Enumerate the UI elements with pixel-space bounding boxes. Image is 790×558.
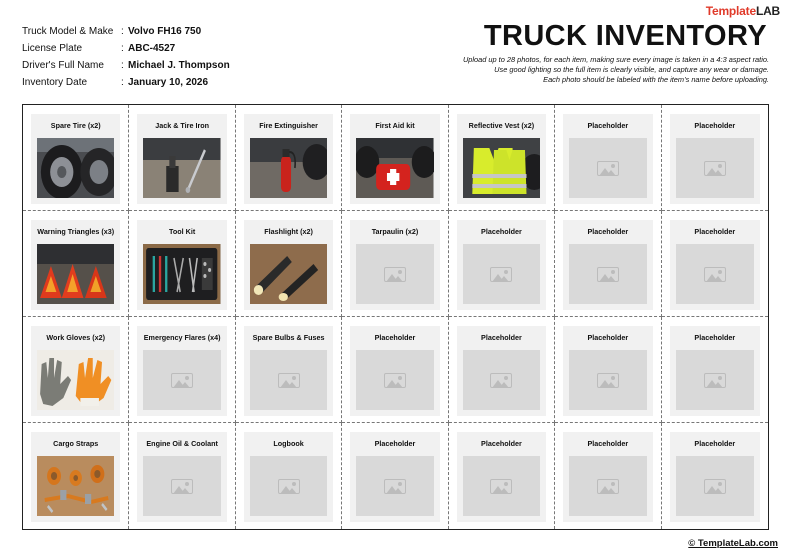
grid-cell bbox=[555, 317, 661, 423]
grid-cell bbox=[129, 317, 235, 423]
grid-cell bbox=[449, 211, 555, 317]
item-card bbox=[670, 326, 760, 416]
item-card bbox=[244, 326, 333, 416]
item-card bbox=[350, 220, 439, 310]
item-card bbox=[350, 432, 439, 522]
grid-cell bbox=[23, 317, 129, 423]
info-separator: : bbox=[121, 60, 124, 71]
page-title: TRUCK INVENTORY bbox=[483, 20, 767, 52]
item-label: Logbook bbox=[273, 439, 304, 448]
image-placeholder-icon bbox=[597, 161, 619, 176]
instruction-line: Upload up to 28 photos, for each item, making sure every image is taken in a 4:3 aspect ratio. bbox=[462, 55, 769, 64]
image-placeholder-icon bbox=[384, 267, 406, 282]
photo-placeholder[interactable] bbox=[676, 350, 754, 410]
info-value: ABC-4527 bbox=[128, 43, 176, 54]
item-label: Placeholder bbox=[587, 121, 629, 130]
grid-cell bbox=[23, 211, 129, 317]
info-label: Driver's Full Name bbox=[22, 60, 104, 71]
item-label: Placeholder bbox=[374, 333, 416, 342]
item-label: Placeholder bbox=[587, 333, 629, 342]
info-row bbox=[22, 57, 230, 74]
grid-cell bbox=[236, 105, 342, 211]
image-placeholder-icon bbox=[704, 161, 726, 176]
photo-placeholder[interactable] bbox=[463, 350, 540, 410]
image-placeholder-icon bbox=[278, 479, 300, 494]
item-label: Work Gloves (x2) bbox=[46, 333, 105, 342]
photo-placeholder[interactable] bbox=[143, 456, 220, 516]
grid-cell bbox=[129, 105, 235, 211]
photo-placeholder[interactable] bbox=[676, 456, 754, 516]
item-label: Jack & Tire Iron bbox=[155, 121, 210, 130]
grid-cell bbox=[342, 105, 448, 211]
spare-tire-photo[interactable] bbox=[37, 138, 114, 198]
image-placeholder-icon bbox=[490, 479, 512, 494]
item-label: Engine Oil & Coolant bbox=[146, 439, 218, 448]
item-card bbox=[457, 326, 546, 416]
image-placeholder-icon bbox=[704, 479, 726, 494]
info-separator: : bbox=[121, 77, 124, 88]
image-placeholder-icon bbox=[384, 373, 406, 388]
item-label: Placeholder bbox=[587, 439, 629, 448]
item-label: Flashlight (x2) bbox=[264, 227, 313, 236]
item-label: Spare Tire (x2) bbox=[50, 121, 101, 130]
item-card bbox=[31, 114, 120, 204]
item-card bbox=[31, 432, 120, 522]
grid-cell bbox=[662, 105, 768, 211]
photo-placeholder[interactable] bbox=[569, 138, 646, 198]
item-card bbox=[457, 114, 546, 204]
item-card bbox=[137, 432, 226, 522]
grid-cell bbox=[342, 423, 448, 529]
instruction-line: Use good lighting so the full item is clearly visible, and capture any wear or damage. bbox=[494, 65, 769, 74]
image-placeholder-icon bbox=[490, 373, 512, 388]
info-separator: : bbox=[121, 26, 124, 37]
item-label: Emergency Flares (x4) bbox=[143, 333, 221, 342]
item-card bbox=[137, 114, 226, 204]
item-card bbox=[563, 326, 652, 416]
item-card bbox=[244, 432, 333, 522]
truck-info bbox=[22, 23, 230, 91]
photo-placeholder[interactable] bbox=[676, 138, 754, 198]
grid-cell bbox=[449, 317, 555, 423]
info-label: Inventory Date bbox=[22, 77, 88, 88]
item-card bbox=[457, 432, 546, 522]
footer-link[interactable]: © TemplateLab.com bbox=[688, 538, 778, 549]
grid-cell bbox=[555, 423, 661, 529]
first-aid-photo[interactable] bbox=[356, 138, 433, 198]
photo-placeholder[interactable] bbox=[250, 350, 327, 410]
flashlight-photo[interactable] bbox=[250, 244, 327, 304]
grid-cell bbox=[23, 105, 129, 211]
info-label: Truck Model & Make bbox=[22, 26, 114, 37]
item-label: Placeholder bbox=[694, 121, 736, 130]
grid-cell bbox=[236, 317, 342, 423]
item-label: Tool Kit bbox=[169, 227, 196, 236]
image-placeholder-icon bbox=[171, 479, 193, 494]
item-card bbox=[244, 220, 333, 310]
item-label: Warning Triangles (x3) bbox=[37, 227, 115, 236]
info-value: January 10, 2026 bbox=[128, 77, 209, 88]
straps-photo[interactable] bbox=[37, 456, 114, 516]
item-card bbox=[670, 432, 760, 522]
photo-placeholder[interactable] bbox=[356, 350, 433, 410]
image-placeholder-icon bbox=[704, 373, 726, 388]
item-label: Tarpaulin (x2) bbox=[371, 227, 419, 236]
item-card bbox=[670, 220, 760, 310]
item-label: Spare Bulbs & Fuses bbox=[252, 333, 325, 342]
item-label: Fire Extinguisher bbox=[259, 121, 318, 130]
item-label: Reflective Vest (x2) bbox=[468, 121, 535, 130]
item-label: Cargo Straps bbox=[53, 439, 99, 448]
photo-placeholder[interactable] bbox=[463, 456, 540, 516]
item-label: Placeholder bbox=[694, 227, 736, 236]
info-row bbox=[22, 74, 230, 91]
brand-suffix: LAB bbox=[755, 4, 780, 18]
grid-cell bbox=[662, 423, 768, 529]
jack-photo[interactable] bbox=[143, 138, 220, 198]
item-label: Placeholder bbox=[374, 439, 416, 448]
photo-grid bbox=[22, 104, 769, 530]
brand-prefix: Template bbox=[705, 4, 756, 18]
grid-cell bbox=[662, 211, 768, 317]
toolkit-photo[interactable] bbox=[143, 244, 220, 304]
photo-placeholder[interactable] bbox=[676, 244, 754, 304]
item-card bbox=[350, 114, 439, 204]
image-placeholder-icon bbox=[278, 373, 300, 388]
info-value: Michael J. Thompson bbox=[128, 60, 230, 71]
triangles-photo[interactable] bbox=[37, 244, 114, 304]
grid-cell bbox=[236, 423, 342, 529]
image-placeholder-icon bbox=[597, 479, 619, 494]
grid-cell bbox=[342, 317, 448, 423]
photo-placeholder[interactable] bbox=[569, 350, 646, 410]
image-placeholder-icon bbox=[171, 373, 193, 388]
item-label: Placeholder bbox=[481, 333, 522, 342]
grid-cell bbox=[449, 105, 555, 211]
vest-photo[interactable] bbox=[463, 138, 540, 198]
item-label: Placeholder bbox=[481, 439, 522, 448]
item-card bbox=[563, 432, 652, 522]
photo-placeholder[interactable] bbox=[569, 456, 646, 516]
fire-extinguisher-photo[interactable] bbox=[250, 138, 327, 198]
grid-cell bbox=[342, 211, 448, 317]
item-card bbox=[563, 114, 652, 204]
grid-cell bbox=[129, 211, 235, 317]
item-card bbox=[670, 114, 760, 204]
photo-placeholder[interactable] bbox=[356, 456, 433, 516]
gloves-photo[interactable] bbox=[37, 350, 114, 410]
info-label: License Plate bbox=[22, 43, 83, 54]
grid-cell bbox=[449, 423, 555, 529]
item-card bbox=[457, 220, 546, 310]
item-card bbox=[563, 220, 652, 310]
image-placeholder-icon bbox=[490, 267, 512, 282]
item-card bbox=[350, 326, 439, 416]
photo-placeholder[interactable] bbox=[463, 244, 540, 304]
instructions bbox=[349, 55, 769, 85]
image-placeholder-icon bbox=[597, 267, 619, 282]
image-placeholder-icon bbox=[704, 267, 726, 282]
item-card bbox=[31, 220, 120, 310]
info-row bbox=[22, 40, 230, 57]
item-label: Placeholder bbox=[481, 227, 522, 236]
photo-placeholder[interactable] bbox=[143, 350, 220, 410]
item-card bbox=[31, 326, 120, 416]
item-card bbox=[137, 326, 226, 416]
image-placeholder-icon bbox=[597, 373, 619, 388]
item-label: Placeholder bbox=[694, 333, 736, 342]
image-placeholder-icon bbox=[384, 479, 406, 494]
grid-cell bbox=[129, 423, 235, 529]
grid-cell bbox=[555, 211, 661, 317]
info-value: Volvo FH16 750 bbox=[128, 26, 202, 37]
grid-cell bbox=[236, 211, 342, 317]
item-card bbox=[244, 114, 333, 204]
photo-placeholder[interactable] bbox=[250, 456, 327, 516]
item-card bbox=[137, 220, 226, 310]
grid-cell bbox=[555, 105, 661, 211]
instruction-line: Each photo should be labeled with the item’s name before uploading. bbox=[543, 75, 769, 84]
info-row bbox=[22, 23, 230, 40]
item-label: Placeholder bbox=[694, 439, 736, 448]
info-separator: : bbox=[121, 43, 124, 54]
brand-logo bbox=[705, 4, 780, 18]
grid-cell bbox=[23, 423, 129, 529]
grid-cell bbox=[662, 317, 768, 423]
photo-placeholder[interactable] bbox=[356, 244, 433, 304]
item-label: Placeholder bbox=[587, 227, 629, 236]
item-label: First Aid kit bbox=[375, 121, 415, 130]
photo-placeholder[interactable] bbox=[569, 244, 646, 304]
